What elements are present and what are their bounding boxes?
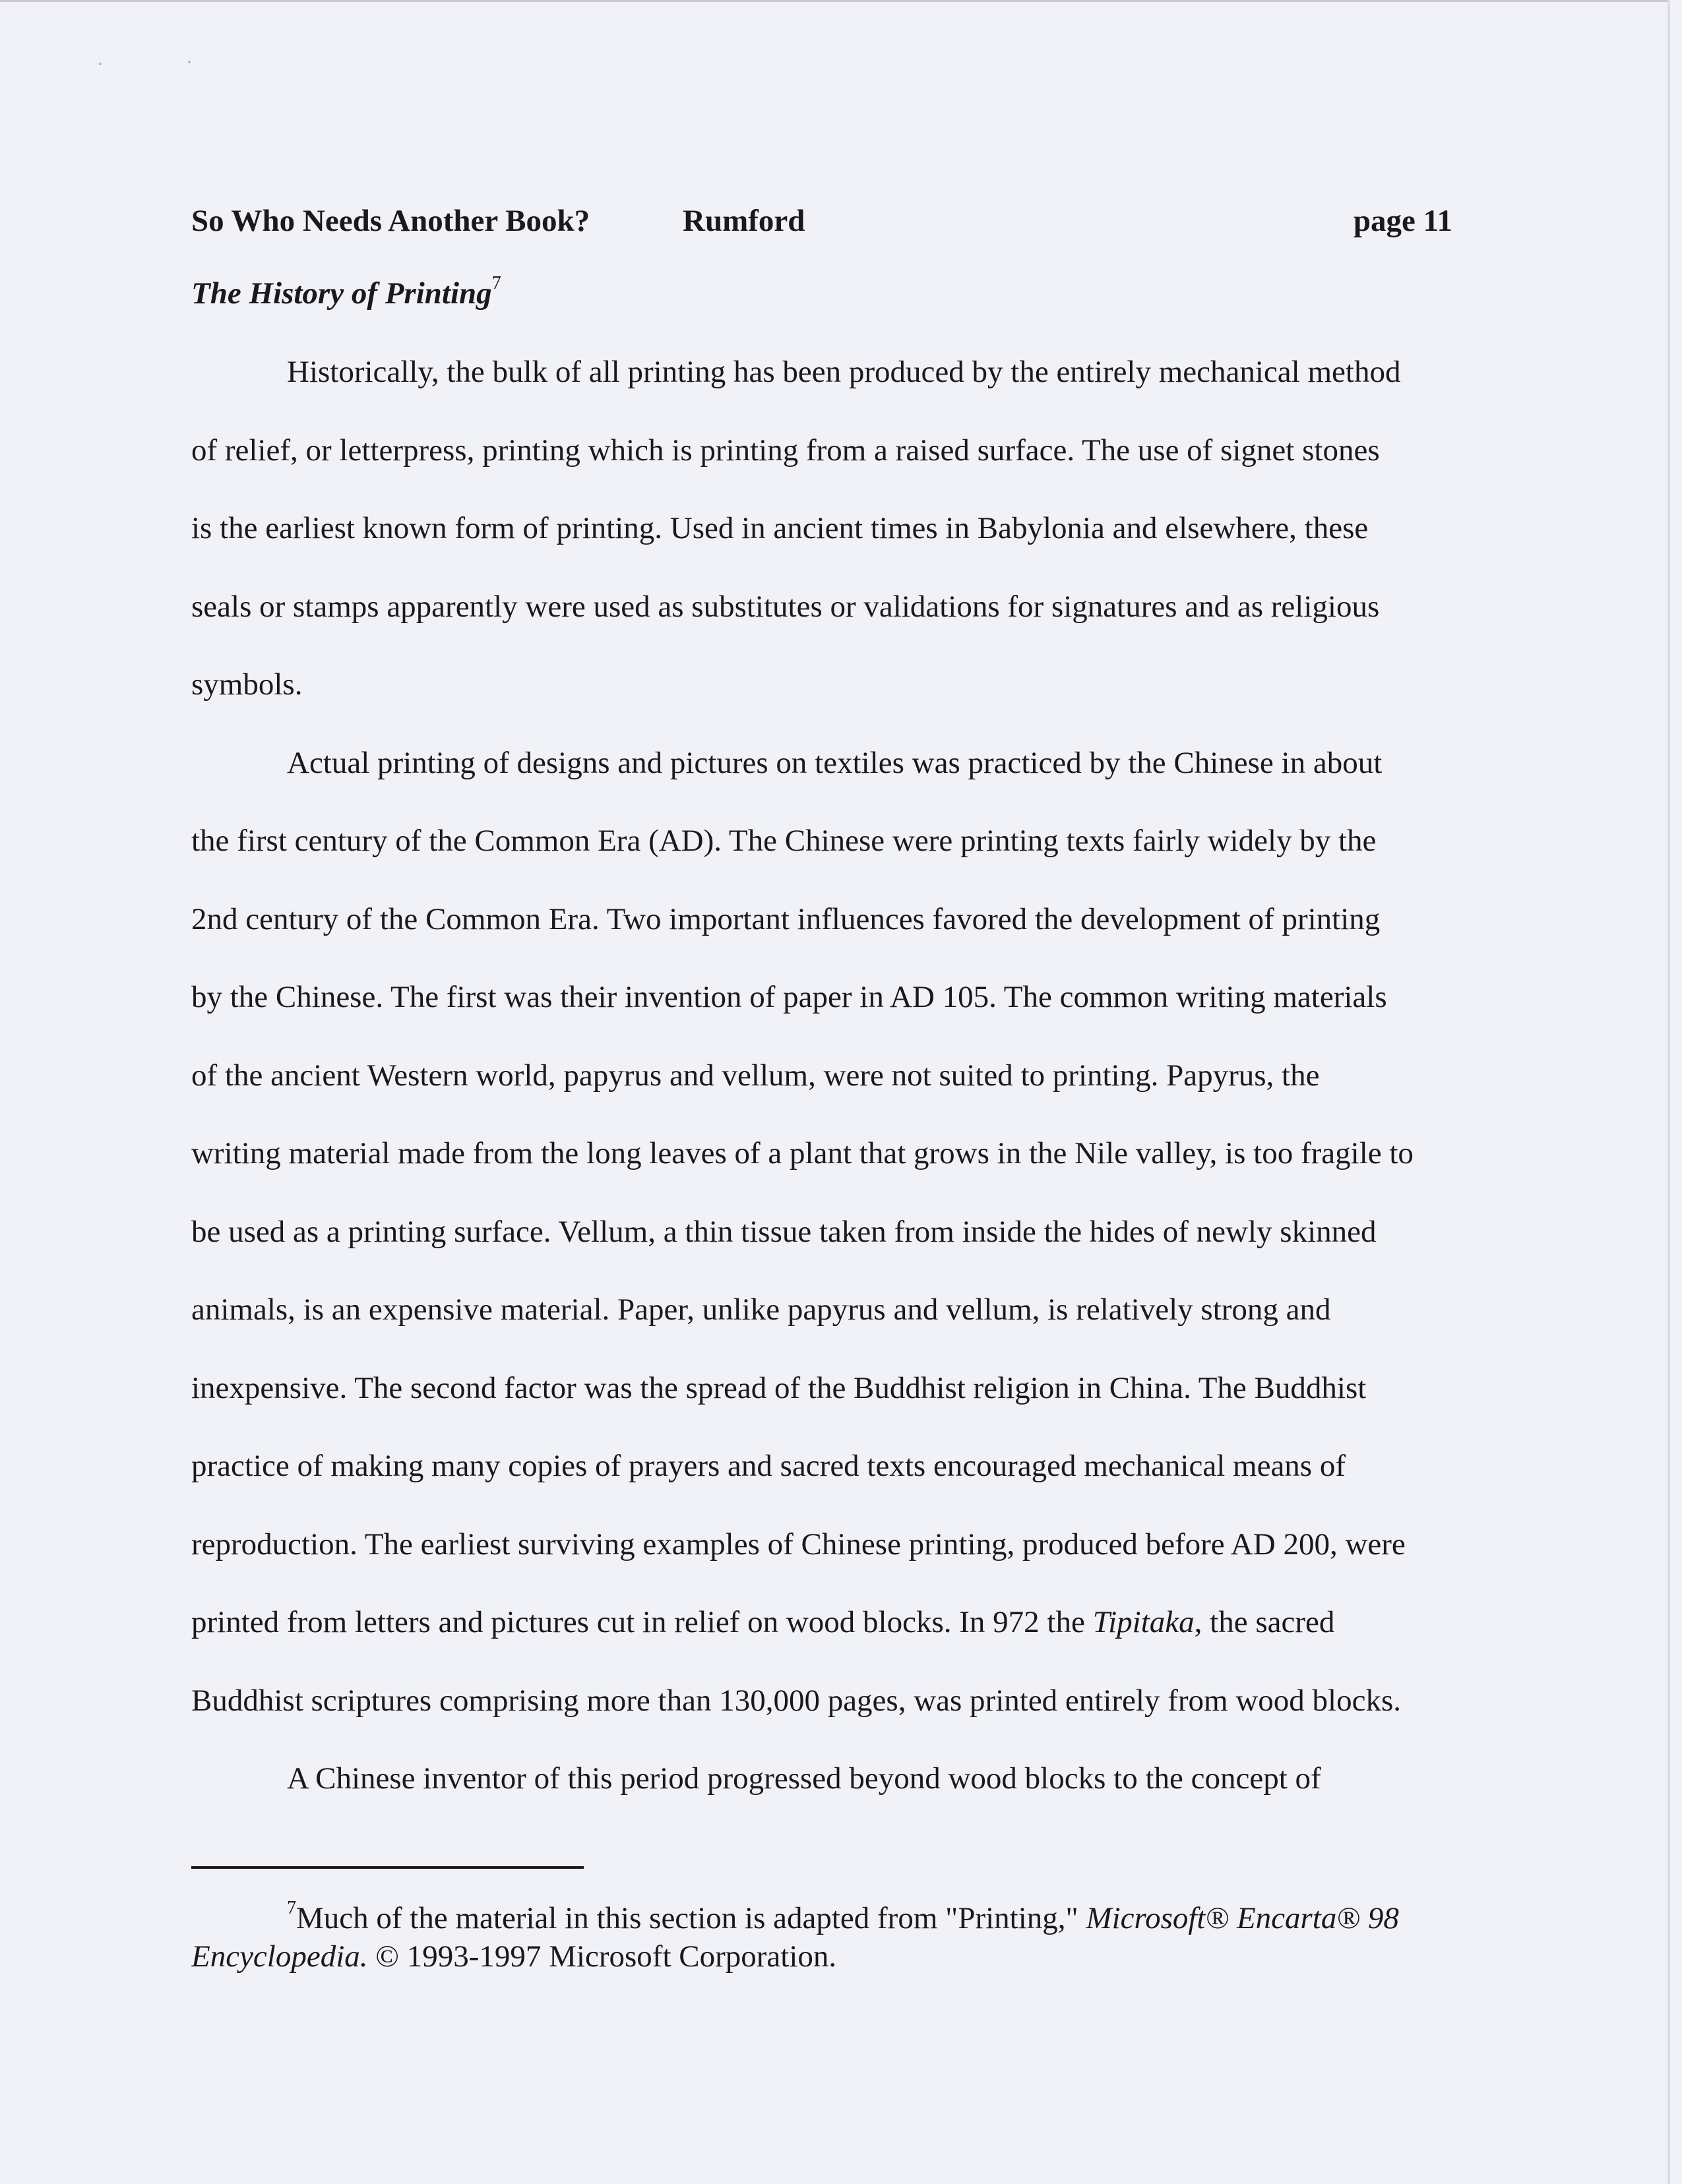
scan-speck <box>188 61 191 63</box>
body-line: A Chinese inventor of this period progressed beyond wood blocks to the concept of <box>287 1761 1321 1796</box>
body-line: be used as a printing surface. Vellum, a thin tissue taken from inside the hides of newly skinned <box>191 1214 1377 1249</box>
body-text <box>191 333 1471 1818</box>
section-heading-text: The History of Printing <box>191 276 492 311</box>
body-line: seals or stamps apparently were used as substitutes or validations for signatures and as religious <box>191 589 1380 624</box>
body-text-run: , the sacred <box>1194 1605 1335 1639</box>
footnote-text: Much of the material in this section is adapted from "Printing," <box>296 1901 1086 1935</box>
body-line: the first century of the Common Era (AD). The Chinese were printing texts fairly widely by the <box>191 824 1377 858</box>
footnote-reference: 7 <box>491 273 501 293</box>
body-line: of the ancient Western world, papyrus and vellum, were not suited to printing. Papyrus, the <box>191 1058 1320 1093</box>
footnote-source-cont: Encyclopedia. <box>191 1939 368 1974</box>
header-title: So Who Needs Another Book? <box>191 204 590 238</box>
footnote-line <box>191 1937 1458 1976</box>
scan-top-edge <box>0 0 1667 2</box>
body-line-tipitaka <box>191 1583 1471 1662</box>
footnote-copyright: © 1993-1997 Microsoft Corporation. <box>367 1939 837 1974</box>
footnote-separator <box>191 1866 584 1869</box>
scan-right-edge <box>1667 0 1670 2184</box>
body-line: is the earliest known form of printing. Used in ancient times in Babylonia and elsewhere, these <box>191 511 1369 545</box>
body-line: by the Chinese. The first was their invention of paper in AD 105. The common writing materials <box>191 980 1387 1014</box>
body-line: writing material made from the long leaves of a plant that grows in the Nile valley, is too fragile to <box>191 1136 1414 1170</box>
tipitaka-title: Tipitaka <box>1092 1605 1195 1639</box>
footnote-source: Microsoft® Encarta® 98 <box>1086 1901 1399 1935</box>
body-line: practice of making many copies of prayers and sacred texts encouraged mechanical means of <box>191 1449 1346 1483</box>
header-author: Rumford <box>683 204 805 238</box>
footnote-line <box>191 1899 1458 1937</box>
body-line: reproduction. The earliest surviving examples of Chinese printing, produced before AD 200, were <box>191 1527 1406 1562</box>
footnote-mark: 7 <box>287 1898 296 1918</box>
section-heading <box>191 270 501 317</box>
body-line: of relief, or letterpress, printing which is printing from a raised surface. The use of signet stones <box>191 433 1380 468</box>
body-text-run: printed from letters and pictures cut in relief on wood blocks. In 972 the <box>191 1605 1093 1639</box>
body-line: Buddhist scriptures comprising more than 130,000 pages, was printed entirely from wood blocks. <box>191 1683 1401 1718</box>
body-line: animals, is an expensive material. Paper, unlike papyrus and vellum, is relatively strong and <box>191 1292 1331 1327</box>
scan-speck <box>99 63 102 65</box>
body-line: 2nd century of the Common Era. Two important influences favored the development of printing <box>191 901 1381 936</box>
body-line: symbols. <box>191 667 303 702</box>
running-header <box>191 198 1452 244</box>
body-line: inexpensive. The second factor was the spread of the Buddhist religion in China. The Buddhist <box>191 1370 1367 1405</box>
body-line: Historically, the bulk of all printing has been produced by the entirely mechanical method <box>287 355 1401 389</box>
body-line: Actual printing of designs and pictures on textiles was practiced by the Chinese in about <box>287 745 1383 780</box>
header-page-number: page 11 <box>1353 204 1452 238</box>
footnote <box>191 1899 1458 1976</box>
